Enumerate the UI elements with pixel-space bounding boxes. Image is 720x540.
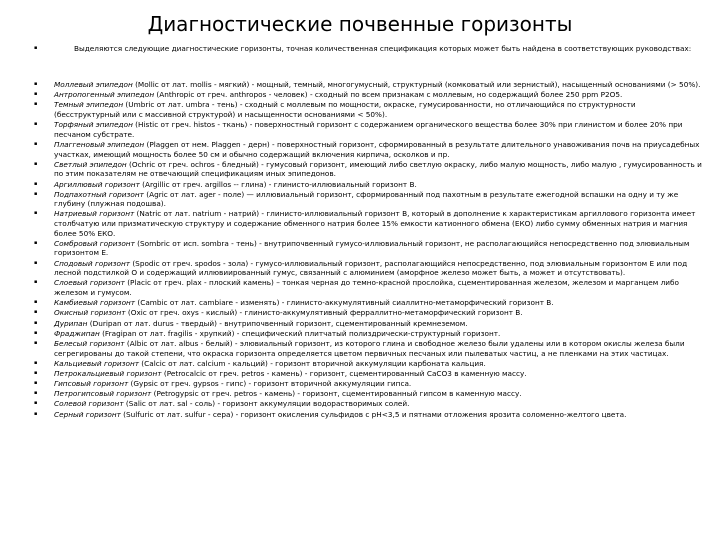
horizon-description: (Mollic от лат. mollis - мягкий) - мощный, темный, многогумусный, структурный (комковатый или зернистый), насыщенный основаниями (> 50%). [132,80,701,89]
horizon-description: (Argillic от греч. argillos -- глина) - глинисто-иллювиальный горизонт В. [139,179,417,189]
horizon-item [34,379,702,389]
horizon-description: (Duripan от лат. durus - твердый) - внутрипочвенный горизонт, сцементированный кремнеземом. [87,318,468,328]
horizon-term: Фраджипан [54,328,100,338]
bullet-icon: ▪ [34,400,38,407]
bullet-icon: ▪ [34,101,38,108]
slide-title: Диагностические почвенные горизонты [147,12,573,36]
horizon-description: (Sulfuric от лат. sulfur - сера) - горизонт окисления сульфидов с pH<3,5 и пятнами отложения ярозита соломенно-желтого цвета. [120,409,627,419]
bullet-icon: ▪ [34,190,38,197]
horizon-description: (Ochric от греч. ochros - бледный) - гумусовый горизонт, имеющий либо светлую окраску, либо малую мощность, либо малую , гумусированность и по этим показателям не отвечающий спецификациям иных эпипедонов. [54,159,702,179]
horizon-term: Слоевый горизонт [54,278,125,288]
horizon-description: (Calcic от лат. calcium - кальций) - горизонт вторичной аккумуляции карбоната кальция. [138,358,486,368]
horizon-description: (Anthropic от греч. anthropos - человек) - сходный по всем признакам с моллевым, но содержащий более 250 ppm P2O5. [154,90,623,100]
horizon-term: Торфяный эпипедон [54,120,133,130]
horizon-term: Плаггеновый эпипедон [54,139,145,149]
horizon-item [34,308,702,318]
horizon-description: (Petrocalcic от греч. petros - камень) - горизонт, сцементированный CaCO3 в каменную массу. [161,368,527,378]
horizon-item [34,329,702,339]
horizon-term: Натриевый горизонт [54,209,135,219]
horizon-term: Гипсовый горизонт [54,379,129,389]
horizon-term: Солевой горизонт [54,399,124,409]
bullet-icon: ▪ [34,319,38,326]
horizon-item [34,190,702,209]
horizon-description: (Fragipan от лат. fragilis - хрупкий) - специфический плитчатый полиздрически-структурный горизонт. [99,328,501,338]
horizon-term: Петрокальциевый горизонт [54,368,162,378]
bullet-icon: ▪ [34,91,38,98]
horizon-term: Окисный горизонт [54,308,126,318]
horizon-item [34,239,702,258]
horizon-term: Петрогипсовый горизонт [54,389,152,399]
horizon-item [34,90,702,100]
bullet-icon: ▪ [34,390,38,397]
horizon-item [34,259,702,278]
horizon-item [34,80,702,90]
bullet-icon: ▪ [34,140,38,147]
horizon-item [34,278,702,297]
bullet-icon: ▪ [34,339,38,346]
horizon-description: (Spodic от греч. spodos - зола) - гумусо-иллювиальный горизонт, располагающийся непосредственно, под элювиальным горизонтом Е или под лесной подстилкой О и содержащий иллювиированный гумус, связанный с алюминием (аморфное железо может быть, а может и отсутствовать). [54,258,688,278]
horizon-description: (Agric от лат. ager - поле) — иллювиальный горизонт, сформированный под пахотным в результате ежегодной вспашки на одну и ту же глубину (плужная подошва). [54,189,679,209]
horizon-item [34,298,702,308]
bullet-icon: ▪ [34,380,38,387]
horizon-item [34,160,702,179]
bullet-icon: ▪ [34,329,38,336]
intro-text: Выделяются следующие диагностические горизонты, точная количественная спецификация которых может быть найдена в соответствующих руководствах: [74,44,692,53]
horizon-list [34,80,702,420]
intro-paragraph [34,44,720,54]
horizon-term: Антропогенный эпипедон [54,90,155,100]
horizon-item [34,369,702,379]
horizon-term: Сподовый горизонт [54,258,131,268]
horizon-item [34,339,702,358]
horizon-term: Серный горизонт [54,409,121,419]
horizon-item [34,399,702,409]
bullet-icon: ▪ [34,121,38,128]
horizon-item [34,140,702,159]
bullet-icon: ▪ [34,81,38,87]
horizon-term: Темный эпипедон [54,100,124,110]
horizon-description: (Sombric от исп. sombra - тень) - внутрипочвенный гумусо-иллювиальный горизонт, не располагающийся непосредственно под элювиальным горизонтом Е. [54,238,690,258]
horizon-term: Аргиллювый горизонт [54,179,140,189]
horizon-term: Сомбровый горизонт [54,238,135,248]
horizon-description: (Oxic от греч. oxys - кислый) - глинисто-аккумулятивный ферраллитно-метаморфический горизонт В. [125,308,523,318]
bullet-icon: ▪ [34,45,38,51]
bullet-icon: ▪ [34,299,38,306]
bullet-icon: ▪ [34,369,38,376]
horizon-description: (Petrogypsic от греч. petros - камень) - горизонт, сцементированный гипсом в каменную массу. [151,389,522,399]
horizon-item [34,410,702,420]
horizon-item [34,319,702,329]
horizon-description: (Histic от греч. histos - ткань) - поверхностный горизонт с содержанием органического вещества более 30% при глинистом и более 20% при песчаном субстрате. [54,120,683,139]
horizon-description: (Umbric от лат. umbra - тень) - сходный с моллевым по мощности, окраске, гумусированности, но отличающийся по структурности (бесструктурный или с массивной структурой) и насыщенности основаниями < 50%). [54,100,636,119]
horizon-description: (Natric от лат. natrium - натрий) - глинисто-иллювиальный горизонт В, который в дополнение к характеристикам аргиллового горизонта имеет столбчатую или призматическую структуру и содержание обменного натрия более 15% емкости катионного обмена (ЕКО) либо сумму обменных натрия и магния более 50% ЕКО. [54,209,696,238]
bullet-icon: ▪ [34,279,38,286]
horizon-description: (Albic от лат. albus - белый) - элювиальный горизонт, из которого глина и свободное железо были удалены или в котором окислы железа были сегрегированы до такой степени, что окраска горизонта определяется цветом первичных песчаных или пылеватых частиц, а не пленками на этих частицах. [54,338,685,358]
horizon-description: (Salic от лат. sal - соль) - горизонт аккумуляции водорастворимых солей. [123,399,410,409]
horizon-item [34,100,702,119]
horizon-description: (Cambic от лат. cambiare - изменять) - глинисто-аккумулятивный сиаллитно-метаморфический горизонт В. [135,298,554,308]
bullet-icon: ▪ [34,239,38,246]
horizon-term: Кальциевый горизонт [54,358,139,368]
bullet-icon: ▪ [34,160,38,167]
bullet-icon: ▪ [34,259,38,266]
horizon-description: (Plaggen от нем. Plaggen - дерн) - поверхностный горизонт, сформированный в результате длительного унавоживания почв на приусадебных участках, имеющий мощность более 50 см и обычно содержащий включения кирпича, осколков и пр. [54,139,700,159]
horizon-term: Подпахотный горизонт [54,189,144,199]
horizon-item [34,180,702,190]
horizon-item [34,120,702,139]
horizon-term: Моллевый эпипедон [54,80,133,89]
horizon-description: (Placic от греч. plax - плоский камень) – тонкая черная до темно-красной прослойка, сцементированная железом, железом и марганцем либо железом и гумусом. [54,278,679,297]
bullet-icon: ▪ [34,180,38,187]
horizon-term: Камбиевый горизонт [54,298,136,308]
horizon-item [34,209,702,238]
horizon-term: Светлый эпипедон [54,159,127,169]
horizon-term: Дурипан [54,318,88,328]
horizon-description: (Gypsic от греч. gypsos - гипс) - горизонт вторичной аккумуляции гипса. [128,379,412,389]
bullet-icon: ▪ [34,210,38,217]
horizon-term: Белесый горизонт [54,338,125,348]
bullet-icon: ▪ [34,410,38,417]
bullet-icon: ▪ [34,359,38,366]
bullet-icon: ▪ [34,309,38,316]
horizon-item [34,359,702,369]
horizon-item [34,389,702,399]
